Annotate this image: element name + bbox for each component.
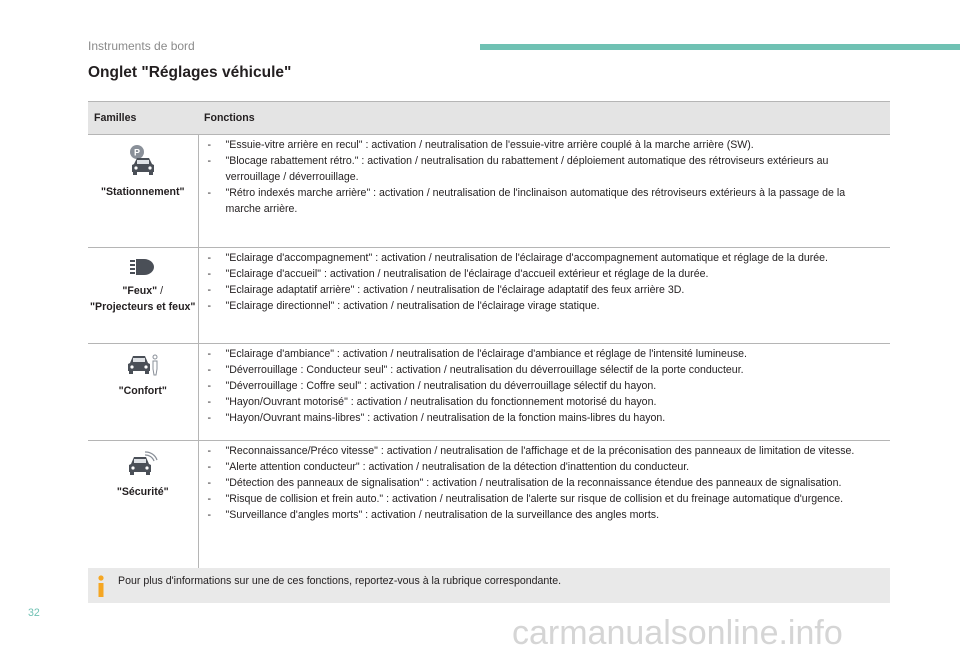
list-item: - "Déverrouillage : Coffre seul" : activation / neutralisation du déverrouillage sélectif du hayon.: [208, 378, 883, 394]
list-item: - "Hayon/Ouvrant motorisé" : activation / neutralisation du fonctionnement motorisé du hayon.: [208, 394, 883, 410]
list-item: - "Reconnaissance/Préco vitesse" : activation / neutralisation de l'affichage et de la préconisation des panneaux de limitation de vitesse.: [208, 443, 883, 459]
parking-car-icon: [128, 144, 158, 178]
family-cell: [88, 135, 198, 248]
functions-list: [208, 250, 883, 314]
column-header-familles: Familles: [88, 102, 198, 135]
family-label: "Confort": [118, 385, 167, 397]
list-item: - "Essuie-vitre arrière en recul" : activation / neutralisation de l'essuie-vitre arrière couplé à la marche arrière (SW).: [208, 137, 883, 153]
list-item: - "Eclairage adaptatif arrière" : activation / neutralisation de l'éclairage adaptatif des feux arrière 3D.: [208, 282, 883, 298]
list-item: - "Déverrouillage : Conducteur seul" : activation / neutralisation du déverrouillage sélectif de la porte conducteur.: [208, 362, 883, 378]
family-label: "Stationnement": [100, 186, 185, 198]
watermark: carmanualsonline.info: [512, 614, 843, 649]
column-header-fonctions: Fonctions: [198, 102, 890, 135]
functions-list: [208, 346, 883, 426]
list-item: - "Rétro indexés marche arrière" : activation / neutralisation de l'inclinaison automatique des rétroviseurs extérieurs à la passage de la marche arrière.: [208, 185, 883, 217]
page-number: 32: [28, 607, 40, 619]
page-title: Onglet "Réglages véhicule": [88, 64, 292, 81]
header-accent-bar: [480, 44, 960, 50]
family-cell: [88, 344, 198, 441]
list-item: - "Eclairage directionnel" : activation / neutralisation de l'éclairage virage statique.: [208, 298, 883, 314]
list-item: - "Risque de collision et frein auto." : activation / neutralisation de l'alerte sur risque de collision et du freinage automatique d'urgence.: [208, 491, 883, 507]
list-item: - "Détection des panneaux de signalisation" : activation / neutralisation de la reconnaissance étendue des panneaux de signalisation.: [208, 475, 883, 491]
family-label: [88, 283, 198, 299]
headlight-icon: [130, 257, 156, 277]
car-comfort-icon: [126, 353, 160, 377]
functions-list: [208, 443, 883, 523]
functions-cell: [198, 248, 890, 344]
info-text: Pour plus d'informations sur une de ces fonctions, reportez-vous à la rubrique correspondante.: [118, 575, 562, 587]
list-item: - "Hayon/Ouvrant mains-libres" : activation / neutralisation de la fonction mains-libres du hayon.: [208, 410, 883, 426]
family-cell: [88, 441, 198, 579]
family-cell: [88, 248, 198, 344]
car-safety-icon: [127, 450, 159, 478]
family-label-main: "Feux": [122, 285, 158, 297]
functions-cell: [198, 344, 890, 441]
family-label: "Sécurité": [116, 486, 169, 498]
list-item: - "Blocage rabattement rétro." : activation / neutralisation du rabattement / déploiement automatique des rétroviseurs extérieurs au verrouillage / déverrouillage.: [208, 153, 883, 185]
svg-text:P: P: [133, 147, 140, 158]
list-item: - "Surveillance d'angles morts" : activation / neutralisation de la surveillance des angles morts.: [208, 507, 883, 523]
family-label-alt: "Projecteurs et feux": [90, 301, 196, 313]
table-row: [88, 248, 890, 344]
list-item: - "Eclairage d'accompagnement" : activation / neutralisation de l'éclairage d'accompagnement automatique et réglage de la durée.: [208, 250, 883, 266]
functions-cell: [198, 441, 890, 579]
list-item: - "Eclairage d'accueil" : activation / neutralisation de l'éclairage d'accueil extérieur et réglage de la durée.: [208, 266, 883, 282]
table-row: [88, 441, 890, 579]
functions-cell: [198, 135, 890, 248]
table-row: [88, 135, 890, 248]
table-header-row: [88, 102, 890, 135]
list-item: - "Alerte attention conducteur" : activation / neutralisation de la détection d'inattention du conducteur.: [208, 459, 883, 475]
section-label: Instruments de bord: [88, 39, 195, 53]
info-box: [88, 568, 890, 603]
settings-table: [88, 101, 890, 579]
list-item: - "Eclairage d'ambiance" : activation / neutralisation de l'éclairage d'ambiance et réglage de l'intensité lumineuse.: [208, 346, 883, 362]
info-icon: [95, 574, 107, 598]
functions-list: [208, 137, 883, 217]
family-label-separator: /: [157, 285, 164, 297]
table-row: [88, 344, 890, 441]
